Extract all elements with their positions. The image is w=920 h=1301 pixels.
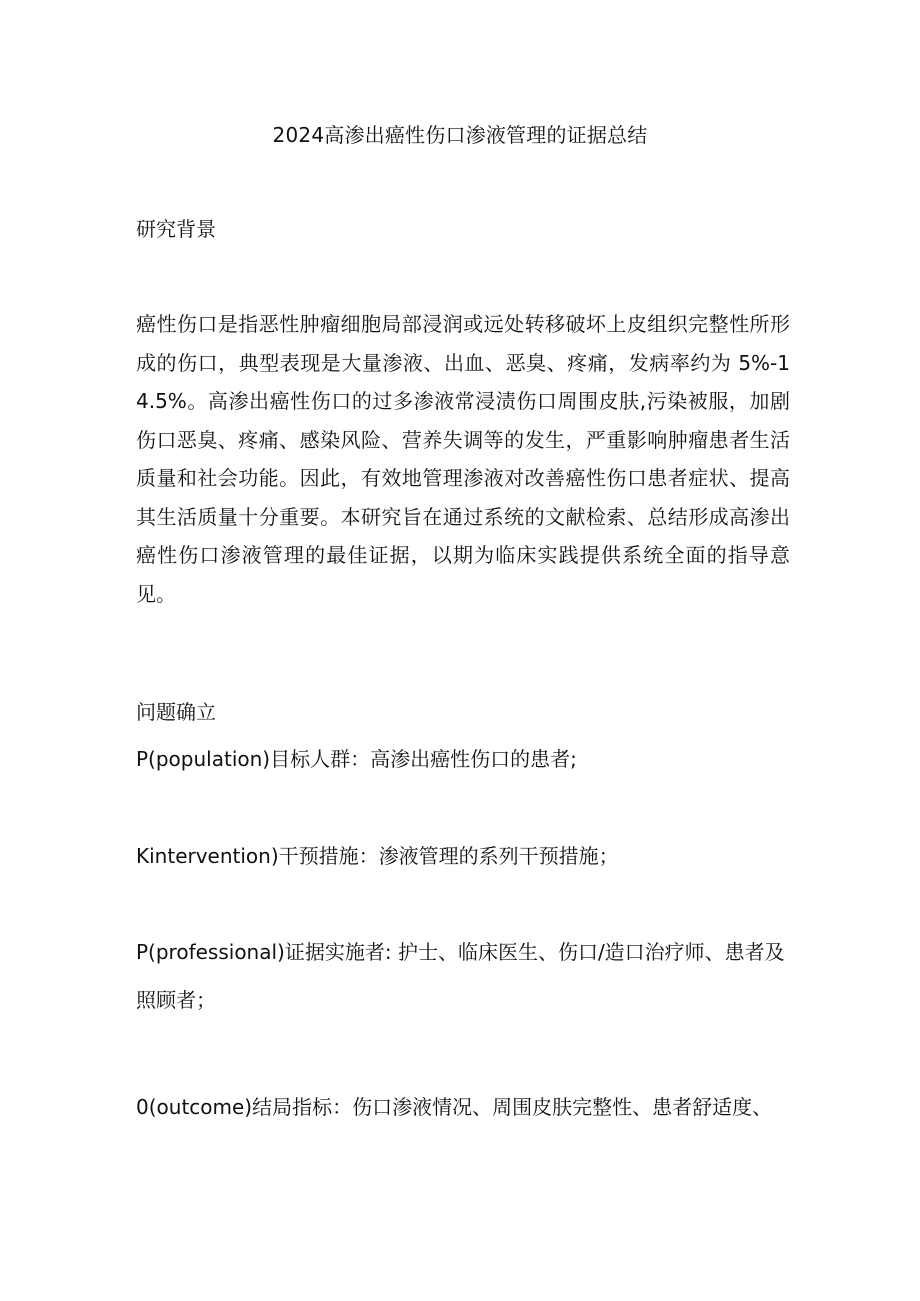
background-paragraph: 癌性伤口是指恶性肿瘤细胞局部浸润或远处转移破坏上皮组织完整性所形成的伤口，典型表现是大量渗液、出血、恶臭、疼痛，发病率约为 5%-14.5%。高渗出癌性伤口的过多渗液常浸渍伤口周围皮肤,污染被服，加剧伤口恶臭、疼痛、感染风险、营养失调等的发生，严重影响肿瘤患者生活质量和社会功能。因此，有效地管理渗液对改善癌性伤口患者症状、提高其生活质量十分重要。本研究旨在通过系统的文献检索、总结形成高渗出癌性伤口渗液管理的最佳证据，以期为临床实践提供系统全面的指导意见。 [136,312,790,606]
pico-item-professional: P(professional)证据实施者: 护士、临床医生、伤口/造口治疗师、患者及照顾者； [136,940,785,1012]
pico-item-outcome: 0(outcome)结局指标：伤口渗液情况、周围皮肤完整性、患者舒适度、 [136,1095,773,1119]
pico-item-population: P(population)目标人群：高渗出癌性伤口的患者; [136,747,577,771]
pico-item-intervention: Kintervention)干预措施：渗液管理的系列干预措施； [136,844,619,868]
section-heading-background: 研究背景 [136,217,216,241]
section-heading-question: 问题确立 [136,700,216,724]
document-title: 2024高渗出癌性伤口渗液管理的证据总结 [272,123,648,147]
